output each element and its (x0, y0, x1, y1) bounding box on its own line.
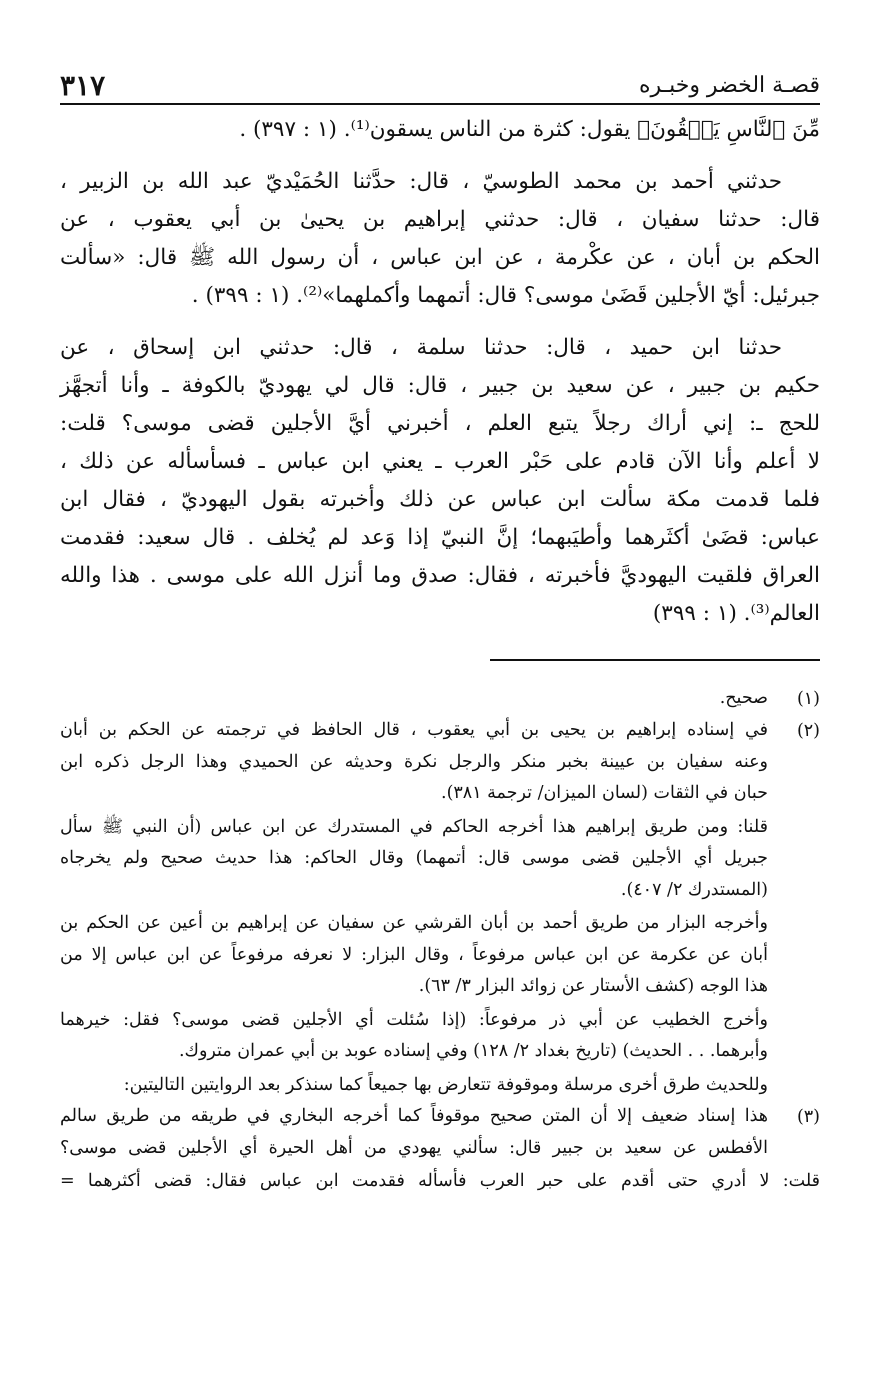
footnotes (60, 683, 820, 1198)
text-line: لا أعلم وأنا الآن قادم على حَبْر العرب ـ يعني ابن عباس ـ فسأسأله عن ذلك ، (60, 449, 820, 474)
text-line: العالم⁽³⁾. (١ : ٣٩٩) (652, 601, 820, 626)
text-line: حبان في الثقات (لسان الميزان/ ترجمة ٣٨١). (441, 783, 768, 803)
footnote-body (60, 715, 768, 810)
text-line: هذا الوجه (كشف الأستار عن زوائد البزار ٣/ ٦٣). (418, 976, 768, 996)
text-line: الحكم بن أبان ، عن عكْرمة ، عن ابن عباس ، أن رسول الله ﷺ قال: «سألت (60, 245, 820, 270)
text-line: فلما قدمت مكة سألت ابن عباس عن ذلك وأخبرته بقول اليهوديّ ، فقال ابن (60, 487, 820, 512)
footnote-2-continuation (60, 908, 820, 1003)
paragraph-hadith-1 (60, 163, 820, 315)
text-line: العراق فلقيت اليهوديَّ فأخبرته ، فقال: صدق وما أنزل الله على موسى . هذا والله (60, 563, 820, 588)
footnote-2-continuation (60, 1005, 820, 1068)
paragraph-hadith-2 (60, 329, 820, 633)
text-line: هذا إسناد ضعيف إلا أن المتن صحيح موقوفاً كما أخرجه البخاري في طريقه من طريق سالم (60, 1106, 768, 1126)
footnote-3 (60, 1101, 820, 1164)
text-line: حدثنا ابن حميد ، قال: حدثنا سلمة ، قال: حدثني ابن إسحاق ، عن (60, 335, 782, 360)
text-line: جبريل أي الأجلين قضى موسى قال: أتمهما) وقال الحاكم: هذا حديث صحيح ولم يخرجاه (60, 848, 768, 868)
footnote-2 (60, 715, 820, 810)
running-header (60, 55, 820, 105)
text-line: صحيح. (719, 688, 768, 708)
footnote-number: (٢) (796, 721, 820, 741)
text-line: الأفطس عن سعيد بن جبير قال: سألني يهودي من أهل الحيرة أي الأجلين قضى موسى؟ (60, 1137, 768, 1158)
text-line: في إسناده إبراهيم بن يحيى بن أبي يعقوب ، قال الحافظ في ترجمته عن الحكم بن أبان (60, 720, 768, 740)
text-line: وأخرجه البزار من طريق أحمد بن أبان القرشي عن سفيان عن إبراهيم بن أعين عن الحكم بن (60, 913, 768, 933)
paragraph-continuation (60, 111, 820, 149)
text-line: أبان عن عكرمة عن ابن عباس مرفوعاً ، وقال البزار: لا نعرفه مرفوعاً عن ابن عباس إلا من (60, 944, 768, 965)
footnote-1 (60, 683, 820, 715)
footnote-body (60, 1101, 768, 1164)
page-number: ٣١٧ (60, 69, 106, 102)
main-text (60, 111, 820, 633)
footnote-number: (٣) (796, 1107, 820, 1127)
text-line: قال: حدثنا سفيان ، قال: حدثني إبراهيم بن يحيىٰ بن أبي يعقوب ، عن (60, 207, 820, 232)
footnote-2-continuation (60, 1070, 820, 1102)
text-line: وللحديث طرق أخرى مرسلة وموقوفة تتعارض بها جميعاً كما سنذكر بعد الروايتين التاليتين: (123, 1074, 768, 1095)
text-line: قلت: لا أدري حتى أقدم على حبر العرب فأسأله فقدمت ابن عباس فقال: قضى أكثرهما = (60, 1171, 820, 1191)
text-line: حدثني أحمد بن محمد الطوسيّ ، قال: حدَّثنا الحُمَيْديّ عبد الله بن الزبير ، (60, 169, 782, 194)
chapter-title: قصـة الخضر وخبـره (638, 73, 820, 98)
text-line: جبرئيل: أيّ الأجلين قَضَىٰ موسى؟ قال: أتمهما وأكملهما»⁽²⁾. (١ : ٣٩٩) . (191, 283, 820, 308)
footnote-body (60, 683, 768, 715)
text-line: (المستدرك ٢/ ٤٠٧). (620, 879, 768, 900)
footnote-separator (490, 659, 820, 661)
footnote-2-continuation (60, 812, 820, 907)
text-line: وأبرهما. . . الحديث) (تاريخ بغداد ٢/ ١٢٨) وفي إسناده عوبد بن أبي عمران متروك. (178, 1041, 768, 1061)
text-line: مِّنَ ٱلنَّاسِ يَسۡقُونَ﴾ يقول: كثرة من الناس يسقون⁽¹⁾. (١ : ٣٩٧) . (239, 117, 820, 142)
footnote-number: (١) (796, 689, 820, 709)
text-line: حكيم بن جبير ، عن سعيد بن جبير ، قال: قال لي يهوديّ بالكوفة ـ وأنا أتجهَّز (60, 373, 820, 398)
text-line: عباس: قضَىٰ أكثَرهما وأطيَبهما؛ إنَّ النبيّ إذا وَعد لم يُخلف . قال سعيد: فقدمت (60, 525, 820, 550)
text-line: وعنه سفيان بن عيينة بخبر منكر والرجل نكرة وحديثه عن الحميدي وهذا الرجل ذكره ابن (60, 751, 768, 772)
footnote-3-continuation (60, 1166, 820, 1198)
book-page (60, 55, 820, 1198)
text-line: وأخرج الخطيب عن أبي ذر مرفوعاً: (إذا سُئلت أي الأجلين قضى موسى؟ فقل: خيرهما (60, 1009, 768, 1030)
text-line: قلنا: ومن طريق إبراهيم هذا أخرجه الحاكم في المستدرك عن ابن عباس (أن النبي ﷺ سأل (60, 816, 768, 837)
text-line: للحج ـ: إني أراك رجلاً يتبع العلم ، أخبرني أيَّ الأجلين قضى موسى؟ قلت: (60, 411, 820, 436)
